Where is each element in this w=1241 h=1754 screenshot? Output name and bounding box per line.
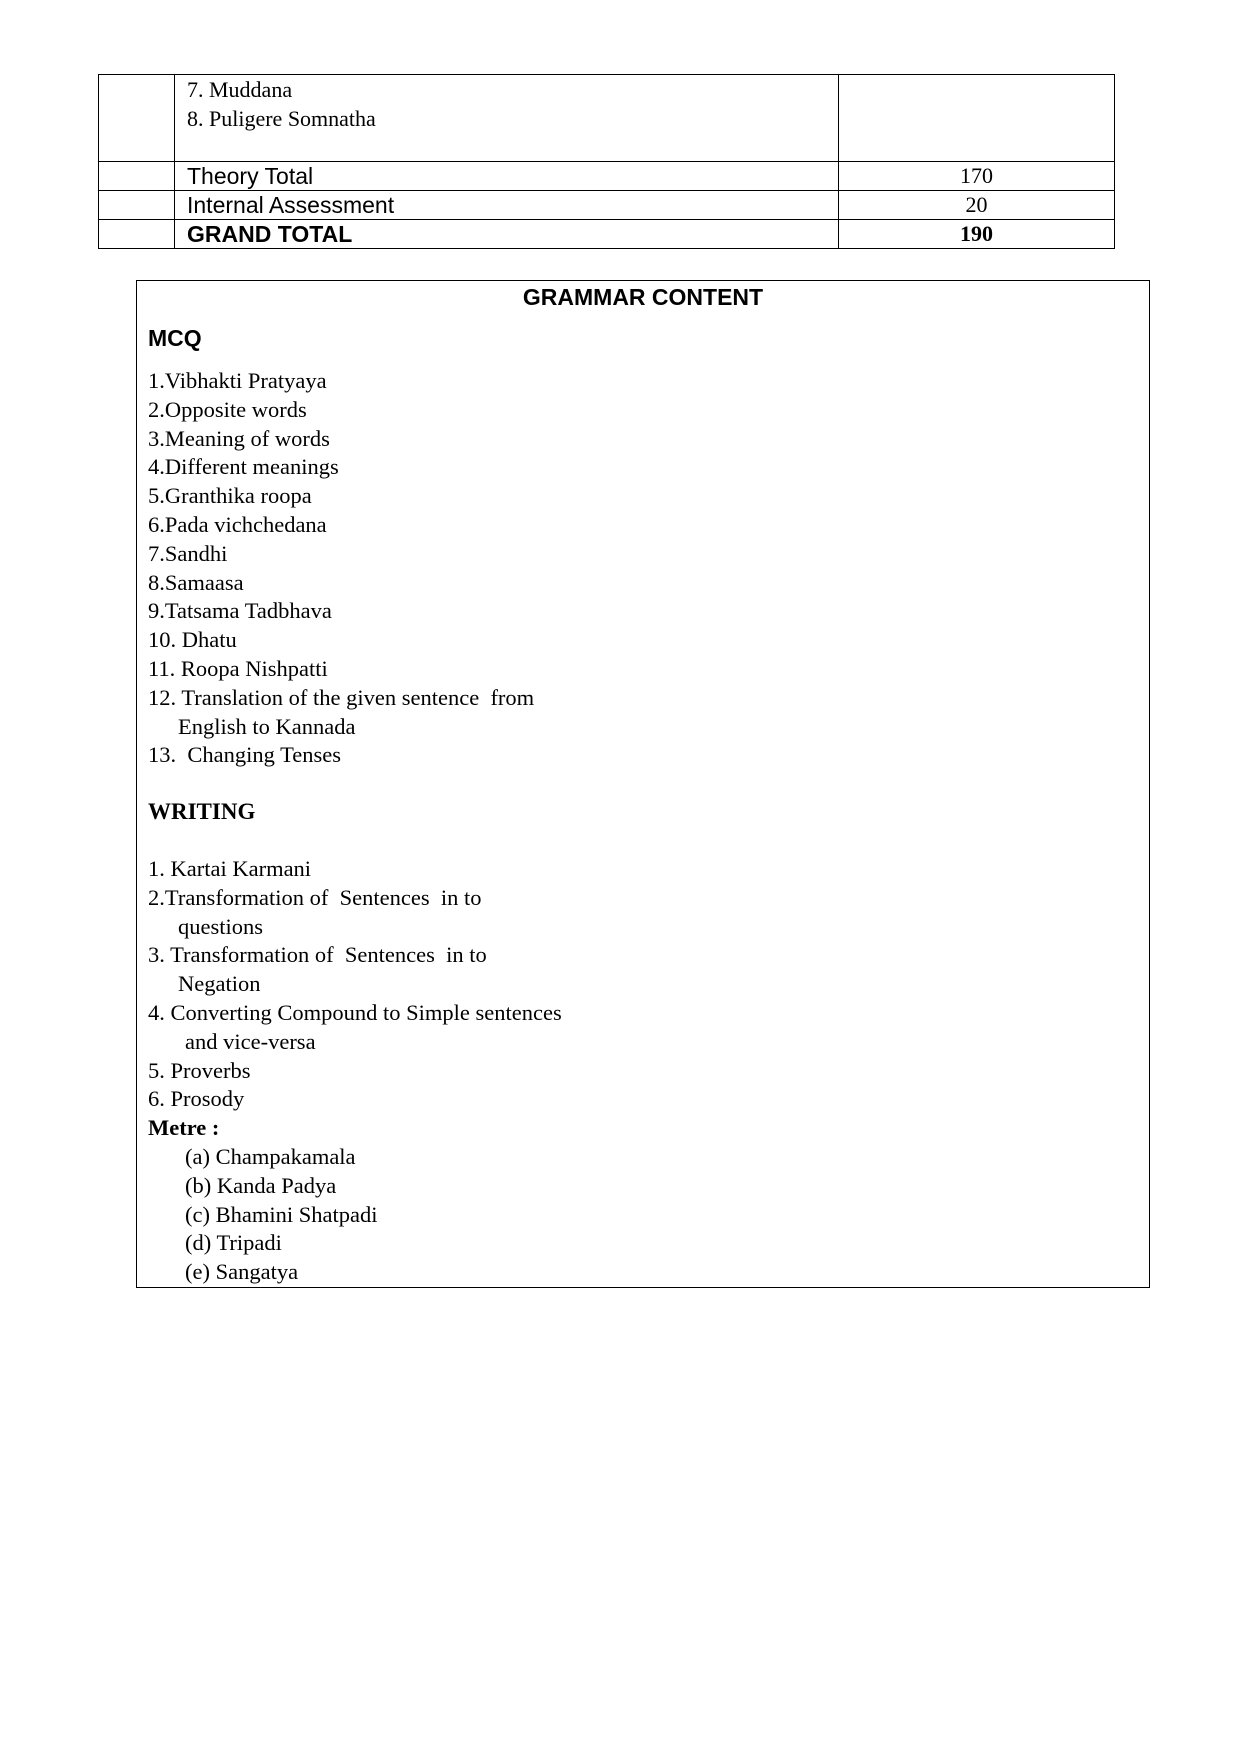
list-item: 4. Converting Compound to Simple sentences	[148, 999, 562, 1025]
list-item: 8.Samaasa	[148, 569, 244, 595]
author-item: 8. Puligere Somnatha	[187, 106, 376, 131]
table-cell-empty	[99, 75, 175, 162]
metre-item: (c) Bhamini Shatpadi	[185, 1201, 378, 1227]
grand-total-label: GRAND TOTAL	[175, 220, 839, 249]
grammar-title: GRAMMAR CONTENT	[522, 284, 764, 310]
list-item: 12. Translation of the given sentence from	[148, 684, 535, 710]
list-item: 2.Transformation of Sentences in to	[148, 884, 482, 910]
metre-item: (b) Kanda Padya	[185, 1172, 337, 1198]
writing-heading: WRITING	[148, 799, 256, 824]
list-item: 13. Changing Tenses	[148, 742, 341, 768]
list-item: 1. Kartai Karmani	[148, 856, 312, 881]
list-item-continuation: Negation	[178, 971, 261, 997]
marks-table	[98, 74, 1115, 249]
table-row	[99, 220, 1115, 249]
list-item: 6.Pada vichchedana	[148, 511, 327, 537]
table-row	[99, 75, 1115, 162]
table-cell-empty	[99, 162, 175, 191]
metre-item: (a) Champakamala	[185, 1143, 356, 1169]
writing-list	[148, 855, 562, 1287]
list-item: 4.Different meanings	[148, 454, 339, 480]
metre-item: (e) Sangatya	[185, 1259, 299, 1285]
list-item: 5. Proverbs	[148, 1057, 251, 1083]
grand-total-value: 190	[839, 220, 1115, 249]
list-item: 3. Transformation of Sentences in to	[148, 942, 487, 968]
metre-label: Metre :	[148, 1115, 220, 1141]
list-item: 3.Meaning of words	[148, 425, 330, 451]
list-item: 2.Opposite words	[148, 396, 307, 422]
metre-item: (d) Tripadi	[185, 1230, 282, 1256]
list-item: 5.Granthika roopa	[148, 483, 312, 509]
theory-total-value: 170	[839, 162, 1115, 191]
list-item: 7.Sandhi	[148, 540, 228, 566]
table-row	[99, 162, 1115, 191]
list-item-continuation: English to Kannada	[178, 713, 356, 739]
authors-cell	[175, 75, 839, 162]
table-cell-empty	[99, 220, 175, 249]
table-cell-empty	[839, 75, 1115, 162]
table-cell-empty	[99, 191, 175, 220]
internal-assessment-label: Internal Assessment	[175, 191, 839, 220]
author-item: 7. Muddana	[187, 77, 293, 102]
list-item-continuation: questions	[178, 913, 264, 939]
list-item-continuation: and vice-versa	[185, 1028, 316, 1054]
list-item: 1.Vibhakti Pratyaya	[148, 368, 327, 393]
theory-total-label: Theory Total	[175, 162, 839, 191]
list-item: 9.Tatsama Tadbhava	[148, 598, 332, 624]
table-row	[99, 191, 1115, 220]
mcq-list	[148, 367, 534, 770]
list-item: 11. Roopa Nishpatti	[148, 655, 328, 681]
list-item: 6. Prosody	[148, 1086, 245, 1112]
mcq-heading: MCQ	[148, 325, 202, 351]
grammar-content-box	[136, 280, 1150, 1288]
internal-assessment-value: 20	[839, 191, 1115, 220]
list-item: 10. Dhatu	[148, 627, 237, 653]
